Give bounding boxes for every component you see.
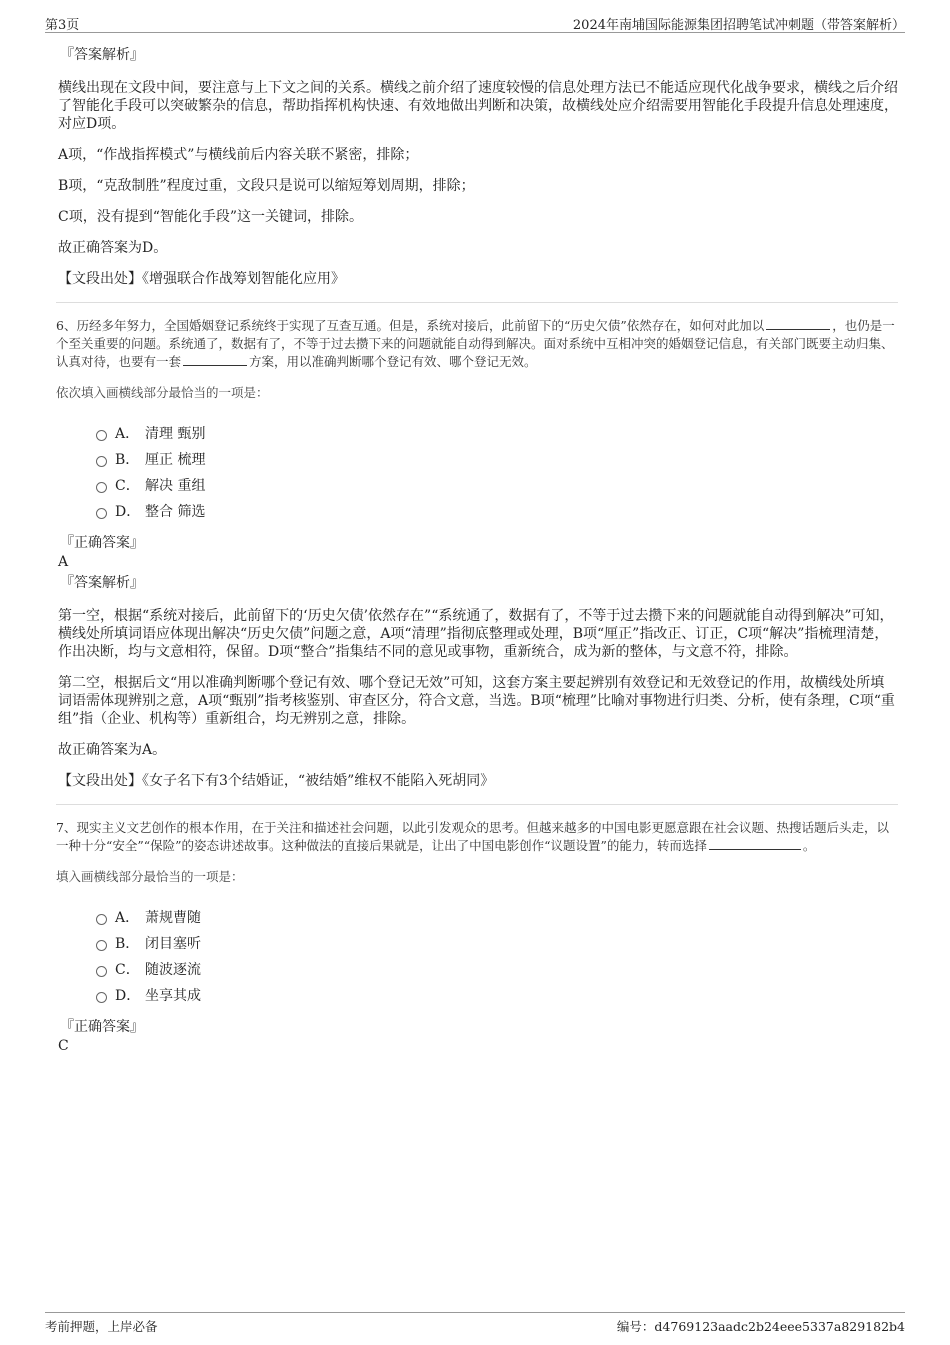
correct-answer-label: 『正确答案』 — [60, 535, 144, 551]
passage-source: 【文段出处】《增强联合作战筹划智能化应用》 — [58, 271, 345, 287]
question-7-text: 7、现实主义文艺创作的根本作用，在于关注和描述社会问题，以此引发观众的思考。但越来越多的中国电影更愿意跟在社会议题、热搜话题后头走，以一种十分“安全”“保险”的姿态讲述故事。这种做法的直接后果就是，让出了中国电影创作“议题设置”的能力，转而选择 。 — [56, 820, 889, 853]
document-title: 2024年南埔国际能源集团招聘笔试冲刺题（带答案解析） — [572, 18, 905, 33]
document-serial: 编号：d4769123aadc2b24eee5337a829182b4 — [616, 1319, 905, 1334]
radio-icon[interactable] — [96, 992, 107, 1003]
analysis-paragraph: 横线出现在文段中间，要注意与上下文之间的关系。横线之前介绍了速度较慢的信息处理方法已不能适应现代化战争要求，横线之后介绍了智能化手段可以突破繁杂的信息，帮助指挥机构快速、有效地做出判断和决策，故横线处应介绍需要用智能化手段提升信息处理速度，对应D项。 — [58, 80, 898, 132]
page-header — [45, 10, 905, 33]
conclusion: 故正确答案为A。 — [58, 742, 167, 758]
page-content — [56, 45, 898, 1055]
divider — [56, 302, 898, 303]
question-7-prompt: 填入画横线部分最恰当的一项是： — [56, 869, 244, 884]
analysis-paragraph: B项，“克敌制胜”程度过重，文段只是说可以缩短筹划周期，排除； — [58, 178, 475, 194]
fill-blank — [766, 317, 830, 330]
option-d[interactable]: D． 坐享其成 — [96, 983, 898, 1009]
radio-icon[interactable] — [96, 456, 107, 467]
page-number: 第3页 — [45, 18, 80, 33]
analysis-paragraph: C项，没有提到“智能化手段”这一关键词，排除。 — [58, 209, 364, 225]
radio-icon[interactable] — [96, 430, 107, 441]
analysis-paragraph: 第一空，根据“系统对接后，此前留下的‘历史欠债’依然存在”“系统通了，数据有了，不等于过去攒下来的问题就能自动得到解决”可知，横线处所填词语应体现出解决“历史欠债”问题之意，A项“清理”指彻底整理或处理，B项“厘正”指改正、订正，C项“解决”指梳理清楚，作出决断，均与文意相符，保留。D项“整合”指集结不同的意见或事物，重新统合，成为新的整体，与文意不符，排除。 — [58, 608, 894, 660]
question-6-options — [96, 421, 898, 525]
footer-slogan: 考前押题，上岸必备 — [45, 1319, 158, 1334]
question-7-options — [96, 905, 898, 1009]
analysis-label: 『答案解析』 — [60, 575, 144, 591]
analysis-paragraph: A项，“作战指挥模式”与横线前后内容关联不紧密，排除； — [58, 147, 419, 163]
option-d[interactable]: D． 整合 筛选 — [96, 499, 898, 525]
radio-icon[interactable] — [96, 966, 107, 977]
radio-icon[interactable] — [96, 940, 107, 951]
radio-icon[interactable] — [96, 508, 107, 519]
option-c[interactable]: C． 解决 重组 — [96, 473, 898, 499]
analysis-label: 『答案解析』 — [60, 47, 144, 63]
analysis-paragraph: 第二空，根据后文“用以准确判断哪个登记有效、哪个登记无效”可知，这套方案主要起辨别有效登记和无效登记的作用，故横线处所填词语需体现辨别之意，A项“甄别”指考核鉴别、审查区分，符合文意，当选。B项“梳理”比喻对事物进行归类、分析，使有条理，C项“重组”指（企业、机构等）重新组合，均无辨别之意，排除。 — [58, 675, 895, 727]
option-a[interactable]: A． 清理 甄别 — [96, 421, 898, 447]
fill-blank — [183, 353, 247, 366]
radio-icon[interactable] — [96, 482, 107, 493]
question-6-prompt: 依次填入画横线部分最恰当的一项是： — [56, 385, 269, 400]
option-b[interactable]: B． 厘正 梳理 — [96, 447, 898, 473]
passage-source: 【文段出处】《女子名下有3个结婚证，“被结婚”维权不能陷入死胡同》 — [58, 773, 495, 789]
page-footer — [45, 1312, 905, 1335]
fill-blank — [709, 837, 801, 850]
correct-answer-label: 『正确答案』 — [60, 1019, 144, 1035]
option-b[interactable]: B． 闭目塞听 — [96, 931, 898, 957]
divider — [56, 804, 898, 805]
correct-answer: A — [58, 554, 69, 570]
conclusion: 故正确答案为D。 — [58, 240, 168, 256]
correct-answer: C — [58, 1038, 69, 1054]
option-a[interactable]: A． 萧规曹随 — [96, 905, 898, 931]
radio-icon[interactable] — [96, 914, 107, 925]
question-6-text: 6、历经多年努力，全国婚姻登记系统终于实现了互查互通。但是，系统对接后，此前留下的“历史欠债”依然存在，如何对此加以 ，也仍是一个至关重要的问题。系统通了，数据有了，不等于过去攒下来的问题就能自动得到解决。面对系统中互相冲突的婚姻登记信息，有关部门既要主动归集、认真对待，也要有一套 方案，用以准确判断哪个登记有效、哪个登记无效。 — [56, 318, 895, 369]
option-c[interactable]: C． 随波逐流 — [96, 957, 898, 983]
